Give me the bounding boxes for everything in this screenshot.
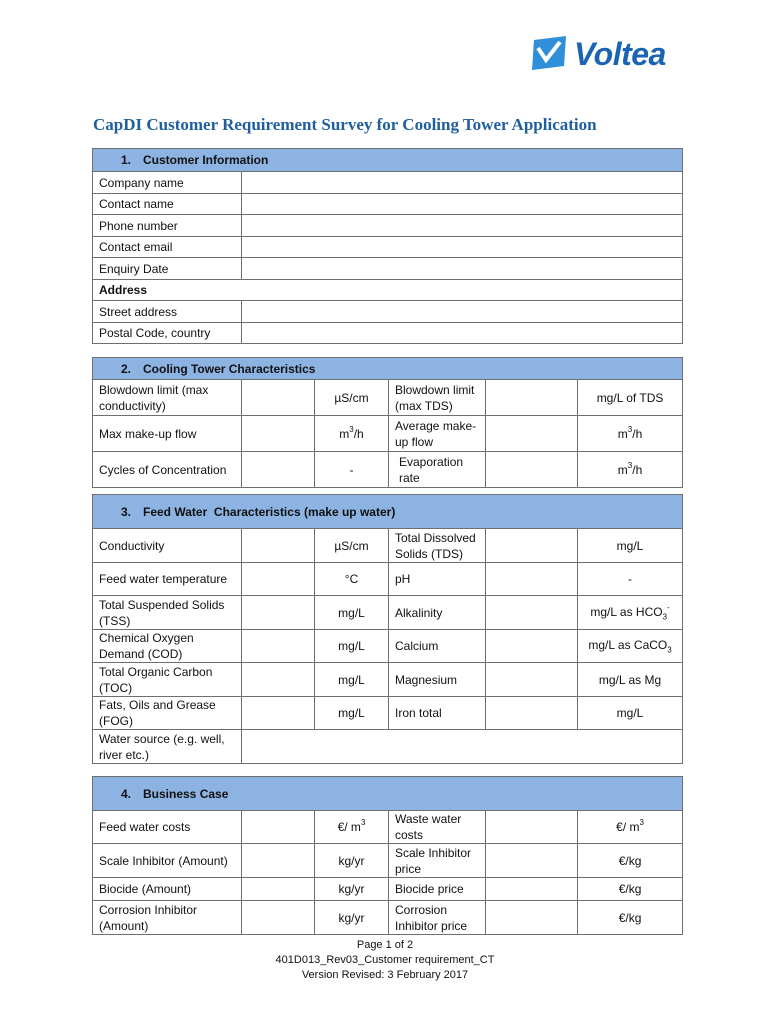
voltea-logo-text: Voltea bbox=[574, 35, 666, 72]
corrosion-inhibitor-price-field[interactable] bbox=[486, 901, 578, 935]
enquiry-date-label: Enquiry Date bbox=[93, 258, 242, 280]
evaporation-rate-unit: $m^3/h$ bbox=[578, 452, 683, 488]
blowdown-tds-field[interactable] bbox=[486, 380, 578, 416]
section-1-number: 1. bbox=[121, 153, 132, 167]
biocide-amount-label: Biocide (Amount) bbox=[93, 878, 242, 901]
ph-label: pH bbox=[389, 563, 486, 596]
cooling-tower-table bbox=[92, 357, 683, 488]
scale-inhibitor-price-unit: €/kg bbox=[578, 844, 683, 878]
corrosion-inhibitor-amount-field[interactable] bbox=[242, 901, 315, 935]
conductivity-label: Conductivity bbox=[93, 529, 242, 563]
voltea-logo bbox=[530, 34, 666, 74]
section-3-header bbox=[93, 495, 683, 529]
customer-information-table bbox=[92, 148, 683, 344]
section-1-header bbox=[93, 149, 683, 172]
table-row bbox=[93, 901, 683, 935]
toc-unit: mg/L bbox=[315, 663, 389, 697]
fog-field[interactable] bbox=[242, 697, 315, 730]
average-makeup-flow-unit: $m^3/h$ bbox=[578, 416, 683, 452]
scale-inhibitor-amount-field[interactable] bbox=[242, 844, 315, 878]
biocide-price-field[interactable] bbox=[486, 878, 578, 901]
blowdown-conductivity-unit: µS/cm bbox=[315, 380, 389, 416]
version-date: Version Revised: 3 February 2017 bbox=[301, 969, 469, 981]
toc-field[interactable] bbox=[242, 663, 315, 697]
water-source-field[interactable] bbox=[242, 730, 683, 764]
corrosion-inhibitor-amount-unit: kg/yr bbox=[315, 901, 389, 935]
scale-inhibitor-price-field[interactable] bbox=[486, 844, 578, 878]
section-4-heading: Business Case bbox=[143, 786, 229, 801]
table-row bbox=[93, 215, 683, 237]
fog-label: Fats, Oils and Grease (FOG) bbox=[93, 697, 242, 730]
conductivity-field[interactable] bbox=[242, 529, 315, 563]
table-row bbox=[93, 416, 683, 452]
table-row bbox=[93, 380, 683, 416]
water-source-label: Water source (e.g. well, river etc.) bbox=[93, 730, 242, 764]
max-makeup-flow-label: Max make-up flow bbox=[93, 416, 242, 452]
contact-email-label: Contact email bbox=[93, 237, 242, 258]
toc-label: Total Organic Carbon (TOC) bbox=[93, 663, 242, 697]
fog-unit: mg/L bbox=[315, 697, 389, 730]
voltea-logo-mark bbox=[530, 36, 570, 72]
corrosion-inhibitor-price-unit: €/kg bbox=[578, 901, 683, 935]
company-name-label: Company name bbox=[93, 172, 242, 194]
section-1-heading: Customer Information bbox=[143, 153, 269, 167]
blowdown-tds-unit: mg/L of TDS bbox=[578, 380, 683, 416]
table-row bbox=[93, 194, 683, 215]
conductivity-unit: µS/cm bbox=[315, 529, 389, 563]
calcium-field[interactable] bbox=[486, 630, 578, 663]
feed-water-table bbox=[92, 494, 683, 764]
table-row bbox=[93, 452, 683, 488]
table-row bbox=[93, 258, 683, 280]
document-title: CapDI Customer Requirement Survey for Cooling Tower Application bbox=[93, 115, 597, 134]
iron-total-field[interactable] bbox=[486, 697, 578, 730]
street-address-field[interactable] bbox=[242, 301, 683, 323]
alkalinity-label: Alkalinity bbox=[389, 596, 486, 630]
iron-total-unit: mg/L bbox=[578, 697, 683, 730]
table-row bbox=[93, 529, 683, 563]
postal-code-field[interactable] bbox=[242, 323, 683, 344]
table-row bbox=[93, 237, 683, 258]
biocide-price-unit: €/kg bbox=[578, 878, 683, 901]
address-heading: Address bbox=[93, 280, 683, 301]
feed-water-temperature-field[interactable] bbox=[242, 563, 315, 596]
cycles-of-concentration-field[interactable] bbox=[242, 452, 315, 488]
cycles-of-concentration-label: Cycles of Concentration bbox=[93, 452, 242, 488]
ph-unit: - bbox=[578, 563, 683, 596]
calcium-unit: mg/L as CaCO$_3$ bbox=[578, 630, 683, 663]
table-row bbox=[93, 844, 683, 878]
tss-label: Total Suspended Solids (TSS) bbox=[93, 596, 242, 630]
tds-field[interactable] bbox=[486, 529, 578, 563]
cod-unit: mg/L bbox=[315, 630, 389, 663]
evaporation-rate-label: Evaporation rate bbox=[389, 452, 486, 488]
blowdown-tds-label: Blowdown limit (max TDS) bbox=[389, 380, 486, 416]
waste-water-costs-unit: €/ $m^3$ bbox=[578, 811, 683, 844]
scale-inhibitor-amount-label: Scale Inhibitor (Amount) bbox=[93, 844, 242, 878]
ph-field[interactable] bbox=[486, 563, 578, 596]
blowdown-conductivity-field[interactable] bbox=[242, 380, 315, 416]
table-row bbox=[93, 630, 683, 663]
phone-number-field[interactable] bbox=[242, 215, 683, 237]
corrosion-inhibitor-amount-label: Corrosion Inhibitor (Amount) bbox=[93, 901, 242, 935]
contact-name-label: Contact name bbox=[93, 194, 242, 215]
table-row bbox=[93, 878, 683, 901]
feed-water-costs-label: Feed water costs bbox=[93, 811, 242, 844]
postal-code-label: Postal Code, country bbox=[93, 323, 242, 344]
contact-email-field[interactable] bbox=[242, 237, 683, 258]
average-makeup-flow-label: Average make-up flow bbox=[389, 416, 486, 452]
enquiry-date-field[interactable] bbox=[242, 258, 683, 280]
tds-unit: mg/L bbox=[578, 529, 683, 563]
section-4-header bbox=[93, 777, 683, 811]
document-id: 401D013_Rev03_Customer requirement_CT bbox=[275, 954, 495, 966]
magnesium-label: Magnesium bbox=[389, 663, 486, 697]
contact-name-field[interactable] bbox=[242, 194, 683, 215]
section-2-heading: Cooling Tower Characteristics bbox=[143, 361, 316, 376]
table-row bbox=[93, 563, 683, 596]
company-name-field[interactable] bbox=[242, 172, 683, 194]
biocide-amount-unit: kg/yr bbox=[315, 878, 389, 901]
feed-water-temperature-unit: °C bbox=[315, 563, 389, 596]
cod-label: Chemical Oxygen Demand (COD) bbox=[93, 630, 242, 663]
page-number: Page 1 of 2 bbox=[356, 939, 414, 951]
street-address-label: Street address bbox=[93, 301, 242, 323]
evaporation-rate-field[interactable] bbox=[486, 452, 578, 488]
phone-number-label: Phone number bbox=[93, 215, 242, 237]
table-row bbox=[93, 172, 683, 194]
feed-water-temperature-label: Feed water temperature bbox=[93, 563, 242, 596]
table-row bbox=[93, 301, 683, 323]
business-case-table bbox=[92, 776, 683, 935]
alkalinity-field[interactable] bbox=[486, 596, 578, 630]
magnesium-field[interactable] bbox=[486, 663, 578, 697]
waste-water-costs-label: Waste water costs bbox=[389, 811, 486, 844]
section-2-number: 2. bbox=[121, 361, 132, 376]
iron-total-label: Iron total bbox=[389, 697, 486, 730]
table-row bbox=[93, 697, 683, 730]
max-makeup-flow-field[interactable] bbox=[242, 416, 315, 452]
feed-water-costs-unit: €/ $m^3$ bbox=[315, 811, 389, 844]
section-2-header bbox=[93, 358, 683, 380]
cod-field[interactable] bbox=[242, 630, 315, 663]
biocide-price-label: Biocide price bbox=[389, 878, 486, 901]
table-row bbox=[93, 596, 683, 630]
waste-water-costs-field[interactable] bbox=[486, 811, 578, 844]
tss-field[interactable] bbox=[242, 596, 315, 630]
section-4-number: 4. bbox=[121, 786, 132, 801]
section-3-number: 3. bbox=[121, 504, 132, 519]
cycles-of-concentration-unit: - bbox=[315, 452, 389, 488]
biocide-amount-field[interactable] bbox=[242, 878, 315, 901]
blowdown-conductivity-label: Blowdown limit (max conductivity) bbox=[93, 380, 242, 416]
table-row bbox=[93, 811, 683, 844]
alkalinity-unit: mg/L as $HCO_3^-$ bbox=[578, 596, 683, 630]
corrosion-inhibitor-price-label: Corrosion Inhibitor price bbox=[389, 901, 486, 935]
tss-unit: mg/L bbox=[315, 596, 389, 630]
max-makeup-flow-unit: $m^3/h$ bbox=[315, 416, 389, 452]
calcium-label: Calcium bbox=[389, 630, 486, 663]
table-row bbox=[93, 323, 683, 344]
average-makeup-flow-field[interactable] bbox=[486, 416, 578, 452]
table-row bbox=[93, 730, 683, 764]
scale-inhibitor-price-label: Scale Inhibitor price bbox=[389, 844, 486, 878]
table-row bbox=[93, 663, 683, 697]
magnesium-unit: mg/L as Mg bbox=[578, 663, 683, 697]
tds-label: Total Dissolved Solids (TDS) bbox=[389, 529, 486, 563]
section-3-heading: Feed Water Characteristics (make up water) bbox=[143, 504, 396, 519]
feed-water-costs-field[interactable] bbox=[242, 811, 315, 844]
scale-inhibitor-amount-unit: kg/yr bbox=[315, 844, 389, 878]
